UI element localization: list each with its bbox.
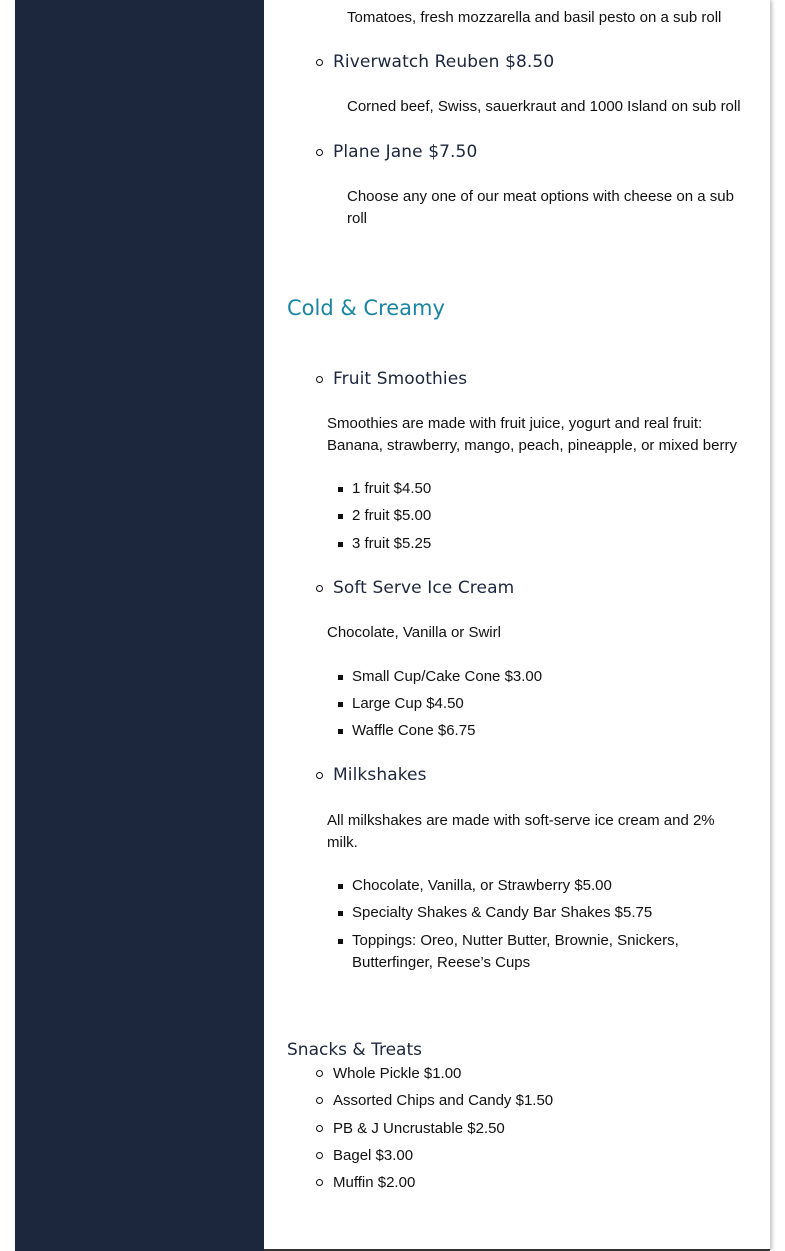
caprese-description: Tomatoes, fresh mozzarella and basil pesto on a sub roll <box>347 9 722 26</box>
bullet-circle <box>316 376 323 383</box>
snack-item: Assorted Chips and Candy $1.50 <box>333 1092 554 1109</box>
bullet-circle <box>316 149 323 156</box>
snack-item: Whole Pickle $1.00 <box>333 1065 462 1082</box>
bullet-square <box>338 911 343 916</box>
smoothies-description: Smoothies are made with fruit juice, yogurt and real fruit: Banana, strawberry, mango, peach, pineapple, or mixed berry <box>327 415 737 454</box>
bullet-square <box>338 675 343 680</box>
smoothie-option: 1 fruit $4.50 <box>352 480 432 497</box>
bullet-circle <box>316 1179 323 1186</box>
fruit-smoothies-title: Fruit Smoothies <box>333 369 468 389</box>
section-heading-cold-creamy: Cold & Creamy <box>287 296 445 320</box>
bullet-circle <box>316 585 323 592</box>
bullet-circle <box>316 1125 323 1132</box>
soft-serve-option: Large Cup $4.50 <box>352 695 464 712</box>
bullet-circle <box>316 1097 323 1104</box>
plane-jane-title: Plane Jane $7.50 <box>333 142 478 162</box>
snack-item: Bagel $3.00 <box>333 1147 414 1164</box>
bullet-circle <box>316 772 323 779</box>
soft-serve-option: Waffle Cone $6.75 <box>352 722 476 739</box>
bullet-square <box>338 514 343 519</box>
bullet-square <box>338 542 343 547</box>
bullet-square <box>338 729 343 734</box>
smoothie-option: 3 fruit $5.25 <box>352 535 432 552</box>
milkshake-option: Chocolate, Vanilla, or Strawberry $5.00 <box>352 877 612 894</box>
reuben-description: Corned beef, Swiss, sauerkraut and 1000 Island on sub roll <box>347 98 741 115</box>
plane-jane-description: Choose any one of our meat options with cheese on a sub roll <box>347 188 734 227</box>
left-sidebar <box>15 0 264 1251</box>
soft-serve-option: Small Cup/Cake Cone $3.00 <box>352 668 543 685</box>
milkshake-option: Specialty Shakes & Candy Bar Shakes $5.75 <box>352 904 653 921</box>
bullet-square <box>338 939 343 944</box>
soft-serve-description: Chocolate, Vanilla or Swirl <box>327 624 501 641</box>
reuben-title: Riverwatch Reuben $8.50 <box>333 52 555 72</box>
snack-item: Muffin $2.00 <box>333 1174 416 1191</box>
milkshakes-description: All milkshakes are made with soft-serve ice cream and 2% milk. <box>327 812 715 851</box>
snack-item: PB & J Uncrustable $2.50 <box>333 1120 505 1137</box>
bullet-square <box>338 487 343 492</box>
bullet-square <box>338 884 343 889</box>
bullet-circle <box>316 1070 323 1077</box>
section-heading-snacks: Snacks & Treats <box>287 1040 422 1060</box>
bullet-square <box>338 702 343 707</box>
bullet-circle <box>316 59 323 66</box>
soft-serve-title: Soft Serve Ice Cream <box>333 578 515 598</box>
milkshake-option: Toppings: Oreo, Nutter Butter, Brownie, Snickers, Butterfinger, Reese’s Cups <box>352 932 679 971</box>
milkshakes-title: Milkshakes <box>333 765 427 785</box>
smoothie-option: 2 fruit $5.00 <box>352 507 432 524</box>
bullet-circle <box>316 1152 323 1159</box>
